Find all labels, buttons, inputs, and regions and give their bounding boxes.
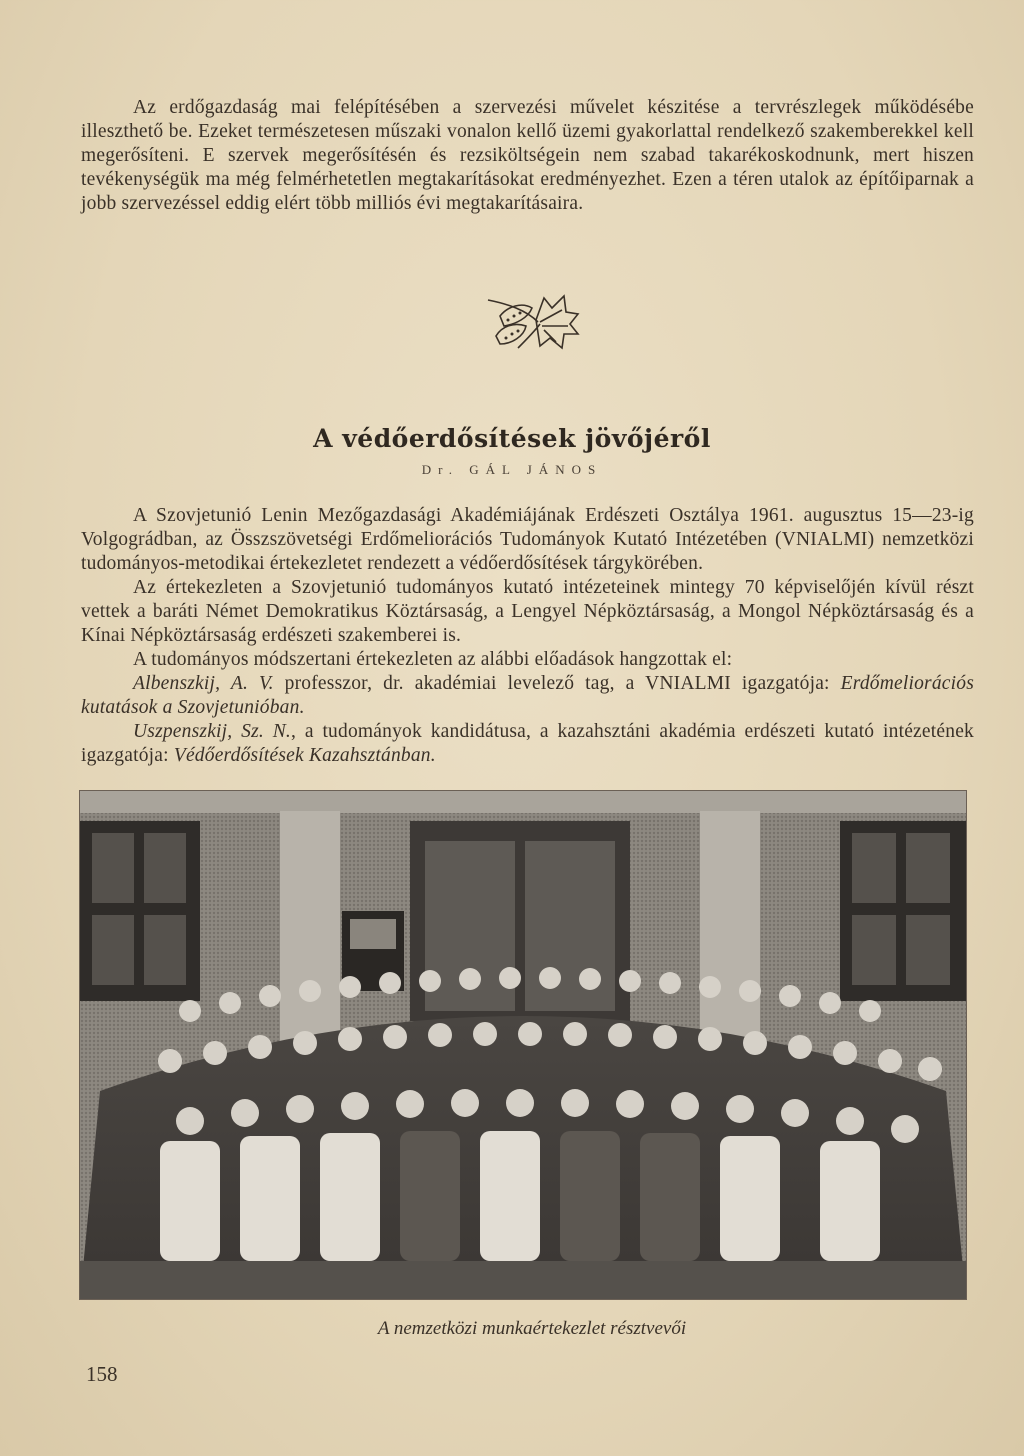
photo-caption: A nemzetközi munkaértekezlet résztvevői <box>377 1318 687 1339</box>
article-title: A védőerdősítések jövőjéről <box>313 424 711 453</box>
article-body <box>81 504 974 768</box>
group-photo <box>79 790 967 1300</box>
article-author: Dr. GÁL JÁNOS <box>421 462 603 477</box>
talk-speaker: Albenszkij, A. V. <box>133 673 274 694</box>
body-paragraph: A Szovjetunió Lenin Mezőgazdasági Akadémiájának Erdészeti Osztálya 1961. augusztus 15—23-ig Volgográdban, az Összszövetségi Erdőmeliorációs Tudományok Kutató Intézetében (VNIALMI) nemzetközi tudományos-metodikai értekezletet rendezett a védőerdősítések tárgykörében. <box>81 505 974 574</box>
intro-text: Az erdőgazdaság mai felépítésében a szervezési művelet készitése a tervrészlegek működésébe illeszthető be. Ezeket természetesen műszaki vonalon kellő üzemi gyakorlattal rendelkező szakemberekkel kell megerősíteni. E szervek megerősítésén és rezsiköltségein nem szabad takarékoskodnunk, mert hiszen tevékenységük ma még felmérhetetlen megtakarításokat eredményezhet. Ezen a téren utalok az építőiparnak a jobb szervezéssel eddig elért több milliós évi megtakarításaira. <box>81 97 974 214</box>
talk-role: , a tudományok kandidátusa, a kazahsztáni akadémia erdészeti kutató intézetének igazgatója: <box>81 721 974 766</box>
talk-title: Védőerdősítések Kazahsztánban. <box>173 745 436 766</box>
body-paragraph: A tudományos módszertani értekezleten az alábbi előadások hangzottak el: <box>133 649 733 670</box>
body-paragraph: Az értekezleten a Szovjetunió tudományos kutató intézeteinek mintegy 70 képviselőjén kívül részt vettek a baráti Német Demokratikus Köztársaság, a Lengyel Népköztársaság, a Mongol Népköztársaság és a Kínai Népköztársaság erdészeti szakemberei is. <box>81 577 974 646</box>
talk-speaker: Uszpenszkij, Sz. N. <box>133 721 291 742</box>
page-number: 158 <box>86 1362 118 1386</box>
talk-role: professzor, dr. akadémiai levelező tag, a VNIALMI igazgatója: <box>273 673 841 694</box>
talk-entry <box>81 672 974 720</box>
intro-paragraph <box>81 96 974 216</box>
leaf-ornament-icon <box>478 286 582 356</box>
talk-title: Erdőmeliorációs kutatások a Szovjetunióban. <box>81 673 974 718</box>
talk-entry <box>81 720 974 768</box>
